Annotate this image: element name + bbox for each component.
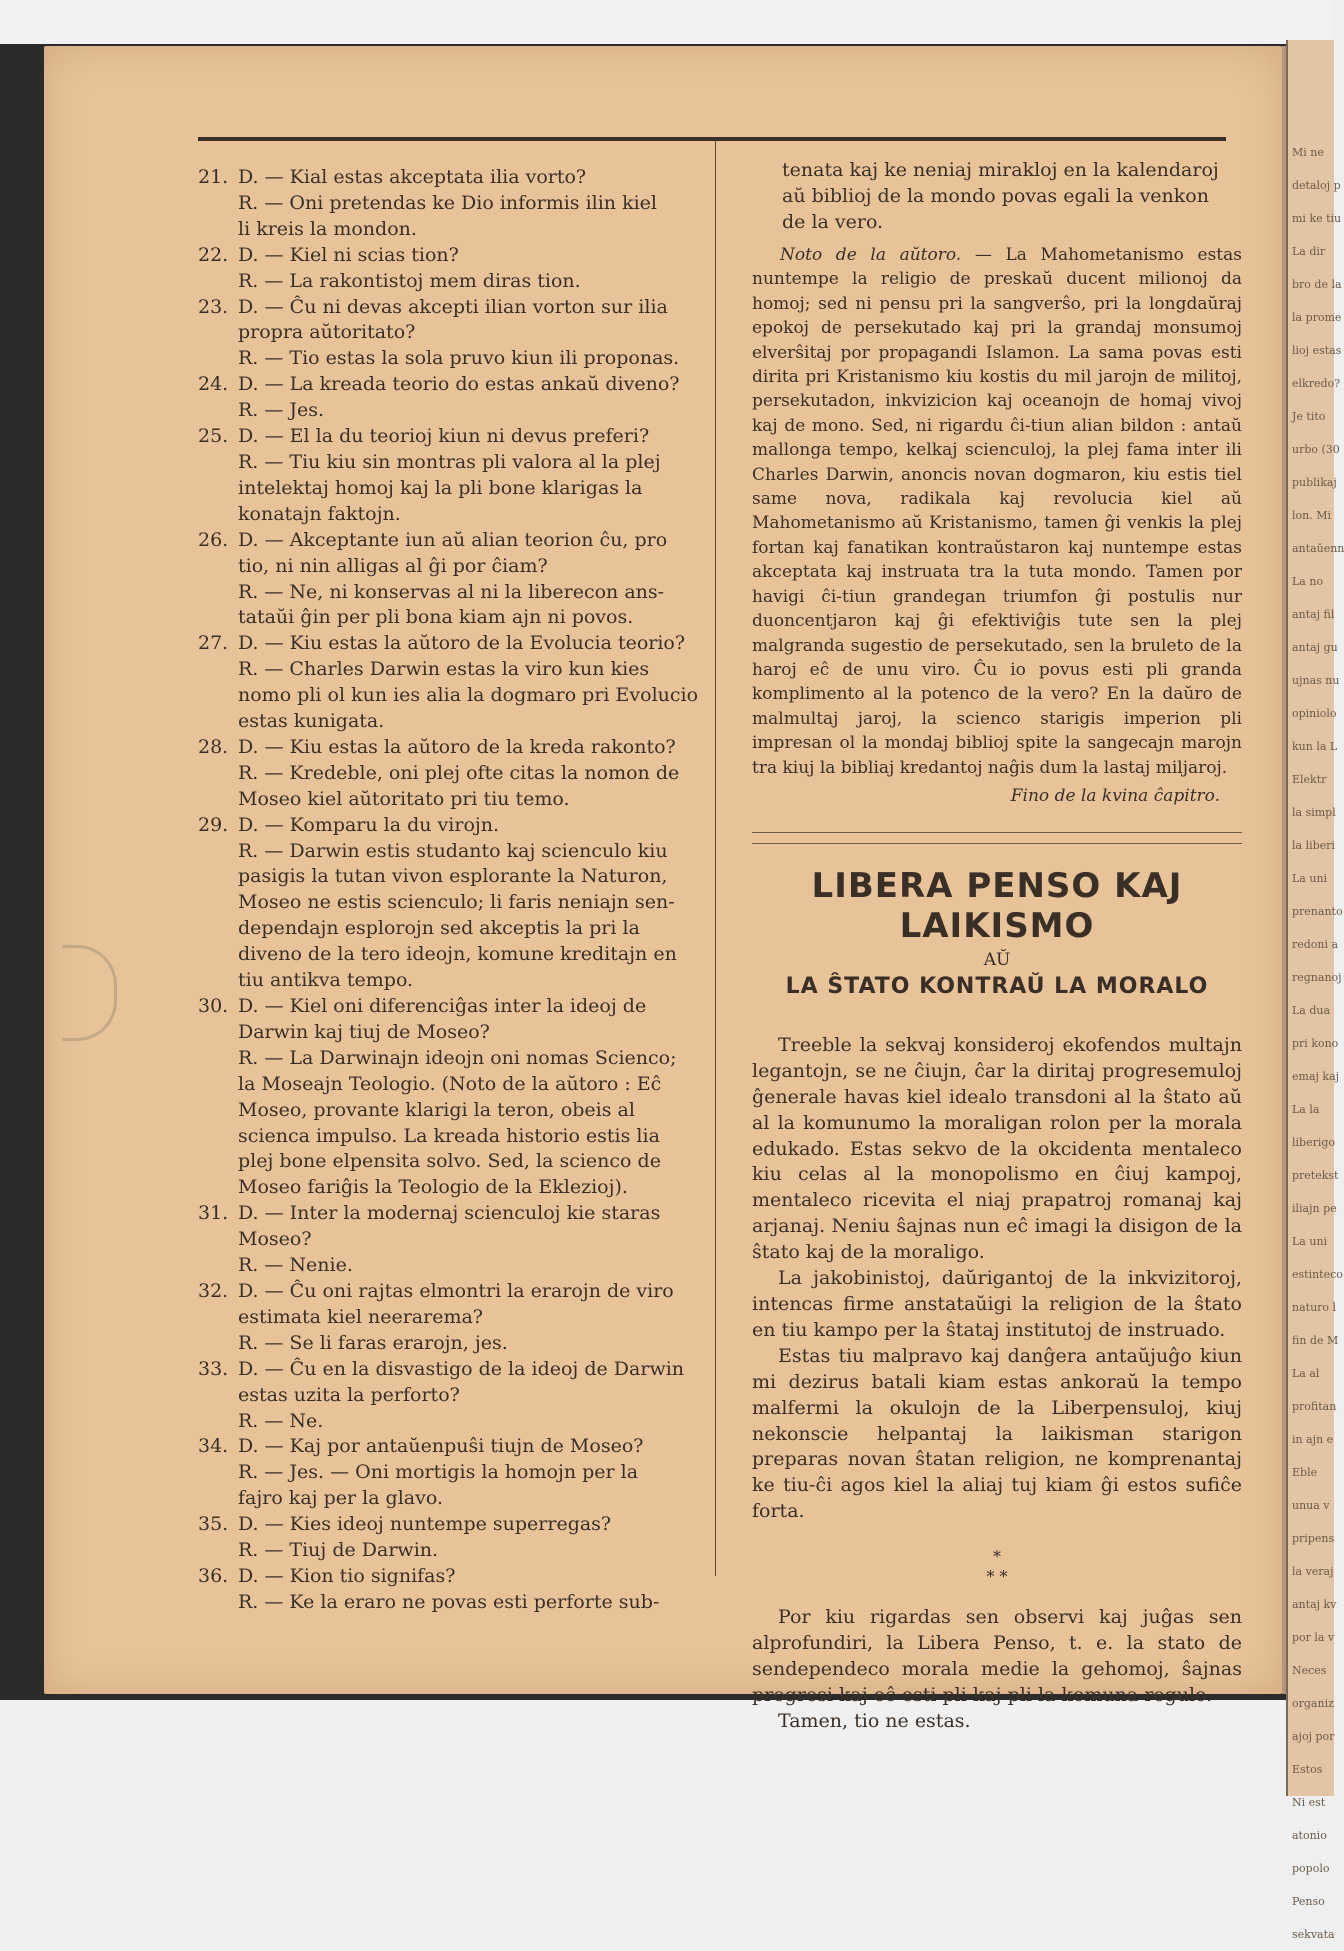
- qa-line: R. — Nenie.: [238, 1254, 353, 1277]
- qa-item: [198, 528, 703, 632]
- article-subtitle: LA ŜTATO KONTRAŬ LA MORALO: [785, 973, 1209, 999]
- asterism-top: *: [993, 1547, 1001, 1567]
- adjacent-page-fragment: La uni: [1292, 872, 1328, 885]
- qa-line: konatajn faktojn.: [238, 502, 401, 525]
- qa-line: nomo pli ol kun ies alia la dogmaro pri Evolucio: [238, 684, 699, 707]
- adjacent-page-fragment: Eble: [1292, 1466, 1318, 1479]
- qa-line: D. — Kiu estas la aŭtoro de la Evolucia teorio?: [238, 632, 686, 655]
- qa-line: R. — Kredeble, oni plej ofte citas la nomon de: [238, 761, 680, 784]
- qa-line: Moseo?: [238, 1228, 312, 1251]
- qa-line: scienca impulso. La kreada historio estis lia: [238, 1124, 660, 1147]
- adjacent-page-fragment: Penso: [1292, 1895, 1325, 1908]
- note-text: La Mahometanismo estas nuntempe la religio de preskaŭ ducent milionoj da homoj; sed ni pensu pri la sangverŝo, pri la longdaŭraj epokoj de persekutado kaj pri la grandaj monsumoj elverŝitaj por propagandi Islamon. La sama povas esti dirita pri Kristanismo kiu kostis du mil jarojn de militoj, persekutadon, inkvizicion kaj oceanojn de homaj vivoj kaj de mono. Sed, ni rigardu ĉi-tiun alian bildon : antaŭ mallonga tempo, kelkaj scienculoj, la plej fama inter ili Charles Darwin, anoncis novan dogmaron, kiu estis tiel same nova, radikala kaj revolucia kiel aŭ Mahometanismo aŭ Kristanismo, tamen ĝi venkis la plej fortan kaj fanatikan kontraŭstaron kaj nuntempe estas akceptata kaj instruata tra la tuta mondo. Tamen por havigi ĉi-tiun grandegan triumfon ĝi postulis nur duoncentjaron kaj ĝi efektiviĝis tute sen la plej malgranda sugestio de persekutado, sen la bruleto de la haroj eĉ de unu viro. Ĉu io povus esti pli granda komplimento al la potenco de la vero? En la daŭro de malmultaj jaroj, la scienco starigis imperion pli impresan ol la mondaj biblioj spite la sangecajn marojn tra kiuj la bibliaj kredantoj naĝis dum la lastaj miljaroj.: [752, 245, 1242, 778]
- qa-number: 27.: [198, 632, 229, 655]
- qa-line: D. — Kiel oni diferenciĝas inter la ideoj de: [238, 995, 647, 1017]
- qa-line: Moseo ne estis scienculo; li faris neniajn sen-: [238, 891, 675, 914]
- qa-line: D. — Inter la modernaj scienculoj kie staras: [238, 1202, 661, 1225]
- qa-line: R. — Charles Darwin estas la viro kun kies: [238, 658, 650, 681]
- qa-number: 22.: [198, 243, 229, 266]
- qa-item: [198, 1564, 703, 1616]
- qa-line: Moseo kiel aŭtoritato pri tiu temo.: [238, 787, 570, 810]
- paragraph: La jakobinistoj, daŭrigantoj de la inkvizitoroj, intencas firme anstataŭigi la religion de la ŝtato en tiu kampo per la ŝtataj institutoj de instruado.: [752, 1267, 1242, 1341]
- adjacent-page-fragment: La uni: [1292, 1235, 1328, 1248]
- section-asterism: [752, 1547, 1242, 1587]
- qa-text: [238, 165, 703, 243]
- qa-number: 21.: [198, 166, 229, 188]
- article-title: LIBERA PENSO KAJ LAIKISMO: [811, 865, 1183, 946]
- qa-line: R. — Tio estas la sola pruvo kiun ili proponas.: [238, 347, 680, 370]
- right-column: [752, 157, 1242, 1735]
- adjacent-page-fragment: pripens: [1292, 1532, 1335, 1545]
- qa-line: D. — Kiel ni scias tion?: [238, 243, 459, 266]
- scan-top-margin: [0, 0, 1332, 44]
- continued-answer: [752, 157, 1242, 235]
- adjacent-page-fragment: in ajn e: [1292, 1433, 1334, 1446]
- qa-item: [198, 424, 703, 528]
- title-conjunction: AŬ: [983, 949, 1011, 970]
- adjacent-page-fragment: La dir: [1292, 245, 1326, 258]
- qa-text: [238, 1357, 703, 1435]
- qa-line: D. — El la du teorioj kiun ni devus preferi?: [238, 425, 650, 448]
- author-note: [752, 243, 1242, 780]
- adjacent-page-fragment: profitan: [1292, 1400, 1337, 1413]
- adjacent-page-fragment: bro de la: [1292, 278, 1342, 291]
- chapter-end: Fino de la kvina ĉapitro.: [1010, 785, 1220, 806]
- adjacent-page-fragment: La la: [1292, 1103, 1320, 1116]
- adjacent-page-fragment: mi ke tiu: [1292, 212, 1342, 225]
- article-body-continued: [752, 1605, 1242, 1735]
- adjacent-page-fragment: emaj kaj: [1292, 1070, 1340, 1083]
- adjacent-page-fragment: la veraj: [1292, 1565, 1334, 1578]
- qa-line: diveno de la tero ideojn, komune kreditajn en: [238, 943, 677, 966]
- qa-item: [198, 295, 703, 373]
- qa-line: estas kunigata.: [238, 710, 385, 733]
- qa-line: la Moseajn Teologio. (Noto de la aŭtoro : Eĉ: [238, 1072, 662, 1095]
- paragraph: Tamen, tio ne estas.: [778, 1709, 971, 1732]
- adjacent-page-fragment: naturo l: [1292, 1301, 1337, 1314]
- adjacent-page-fragment: elkredo?: [1292, 377, 1341, 390]
- qa-number: 36.: [198, 1564, 229, 1587]
- qa-number: 25.: [198, 425, 229, 448]
- adjacent-page-fragment: antaŭenn: [1292, 542, 1344, 555]
- adjacent-page-fragment: La al: [1292, 1367, 1320, 1380]
- qa-text: [238, 813, 703, 994]
- adjacent-page-fragment: la simpl: [1292, 806, 1336, 819]
- qa-item: [198, 1357, 703, 1435]
- qa-text: [238, 528, 703, 632]
- qa-line: R. — Jes.: [238, 399, 325, 422]
- adjacent-page-fragment: fin de M: [1292, 1334, 1339, 1347]
- adjacent-page-fragment: unua v: [1292, 1499, 1330, 1512]
- qa-item: [198, 372, 703, 424]
- qa-line: D. — Kaj por antaŭenpuŝi tiujn de Moseo?: [238, 1435, 644, 1458]
- qa-line: D. — Kial estas akceptata ilia vorto?: [238, 166, 587, 188]
- continued-line: de la vero.: [782, 211, 884, 233]
- qa-line: D. — Ĉu ni devas akcepti ilian vorton sur ilia: [238, 295, 668, 318]
- qa-line: plej bone elpensita solvo. Sed, la scienco de: [238, 1150, 661, 1173]
- adjacent-page-fragment: pri kono: [1292, 1037, 1339, 1050]
- article-body: [752, 1033, 1242, 1525]
- asterism-bottom: * *: [986, 1567, 1008, 1587]
- adjacent-page-fragment: antaj fil: [1292, 608, 1335, 621]
- qa-text: [238, 631, 703, 735]
- column-divider: [715, 141, 716, 1576]
- qa-text: [238, 372, 703, 424]
- qa-line: R. — Oni pretendas ke Dio informis ilin kiel: [238, 191, 657, 214]
- qa-text: [238, 1434, 703, 1512]
- qa-item: [198, 1201, 703, 1279]
- qa-line: R. — Tiu kiu sin montras pli valora al la plej: [238, 450, 661, 473]
- qa-line: R. — La Darwinajn ideojn oni nomas Scienco;: [238, 1046, 677, 1069]
- qa-text: [238, 295, 703, 373]
- qa-text: [238, 1512, 703, 1564]
- adjacent-page-fragment: urbo (30: [1292, 443, 1340, 456]
- qa-item: [198, 631, 703, 735]
- header-rule: [198, 137, 1226, 141]
- qa-line: tio, ni nin alligas al ĝi por ĉiam?: [238, 554, 548, 577]
- paragraph: Treeble la sekvaj konsideroj ekofendos multajn legantojn, se ne ĉiujn, ĉar la diritaj progresemuloj ĝenerale havas kiel idealo transdoni al la ŝtato aŭ al la komunumo la moraligan rolon per la morala edukado. Estas sekvo de la okcidenta mentaleco kiu celas al la monopolismo en ĉiuj kampoj, mentaleco ricevita el niaj prapatroj romanaj kaj arjanaj. Neniu ŝajnas nun eĉ imagi la disigon de la ŝtato kaj de la moraligo.: [752, 1033, 1242, 1264]
- adjacent-page-fragment: lioj estas: [1292, 344, 1342, 357]
- qa-number: 31.: [198, 1202, 229, 1225]
- adjacent-page-fragment: lon. Mi: [1292, 509, 1331, 522]
- qa-number: 30.: [198, 995, 229, 1017]
- adjacent-page-fragment: Mi ne: [1292, 146, 1324, 159]
- qa-line: tiu antikva tempo.: [238, 969, 414, 992]
- qa-line: intelektaj homoj kaj la pli bone klarigas la: [238, 476, 643, 499]
- adjacent-page-fragment: regnanoj: [1292, 971, 1342, 984]
- qa-line: Darwin kaj tiuj de Moseo?: [238, 1020, 490, 1043]
- qa-number: 26.: [198, 528, 229, 551]
- qa-text: [238, 243, 703, 295]
- qa-item: [198, 165, 703, 243]
- qa-number: 23.: [198, 295, 229, 318]
- qa-line: estas uzita la perforto?: [238, 1383, 460, 1406]
- continued-line: aŭ biblioj de la mondo povas egali la venkon: [782, 185, 1209, 207]
- adjacent-page-fragment: Ni est: [1292, 1796, 1326, 1809]
- qa-text: [238, 1279, 703, 1357]
- qa-line: tataŭi ĝin per pli bona kiam ajn ni povos.: [238, 606, 634, 629]
- catechism-column: [198, 165, 703, 1616]
- adjacent-page-fragment: Neces: [1292, 1664, 1327, 1677]
- adjacent-page-fragment: Estos: [1292, 1763, 1323, 1776]
- qa-line: R. — La rakontistoj mem diras tion.: [238, 269, 581, 292]
- qa-item: [198, 1512, 703, 1564]
- qa-item: [198, 1434, 703, 1512]
- adjacent-page-fragment: liberigo: [1292, 1136, 1336, 1149]
- continued-line: tenata kaj ke neniaj mirakloj en la kalendaroj: [782, 159, 1219, 181]
- qa-number: 33.: [198, 1357, 229, 1380]
- qa-number: 29.: [198, 813, 229, 836]
- adjacent-page-fragment: la prome: [1292, 311, 1342, 324]
- qa-line: R. — Darwin estis studanto kaj scienculo kiu: [238, 839, 668, 862]
- qa-line: Moseo fariĝis la Teologio de la Eklezioj).: [238, 1176, 628, 1199]
- adjacent-page-fragment: atonio: [1292, 1829, 1327, 1842]
- qa-text: [238, 1564, 703, 1616]
- qa-line: R. — Tiuj de Darwin.: [238, 1539, 439, 1562]
- adjacent-page-fragment: ujnas nu: [1292, 674, 1340, 687]
- adjacent-page-fragment: publikaj: [1292, 476, 1337, 489]
- qa-line: D. — Kiu estas la aŭtoro de la kreda rakonto?: [238, 735, 676, 758]
- paragraph: Estas tiu malpravo kaj danĝera antaŭjuĝo kiun mi dezirus batali kiam estas ankoraŭ la tempo malfermi la okulojn de la Liberpensuloj, kiuj nekonscie helpantaj la laikisman starigon preparas novan ŝtatan religion, ne komprenantaj ke tiu-ĉi agos kiel la aliaj tuj kiam ĝi estos sufiĉe forta.: [752, 1344, 1242, 1523]
- adjacent-page-fragment: iliajn pe: [1292, 1202, 1337, 1215]
- ornamental-divider: [752, 832, 1242, 844]
- adjacent-page-fragment: detaloj p: [1292, 179, 1341, 192]
- adjacent-page-fragment: La dua: [1292, 1004, 1331, 1017]
- qa-line: estimata kiel neerarema?: [238, 1305, 483, 1328]
- adjacent-page-fragment: Je tito: [1292, 410, 1326, 423]
- qa-number: 32.: [198, 1279, 229, 1302]
- adjacent-page-fragment: La no: [1292, 575, 1324, 588]
- qa-item: [198, 994, 703, 1201]
- qa-line: R. — Ne.: [238, 1409, 324, 1432]
- qa-line: fajro kaj per la glavo.: [238, 1487, 444, 1510]
- adjacent-page-fragment: redoni a: [1292, 938, 1339, 951]
- adjacent-page-fragment: ajoj por: [1292, 1730, 1335, 1743]
- adjacent-page-fragment: antaj kv: [1292, 1598, 1337, 1611]
- qa-item: [198, 813, 703, 994]
- qa-line: R. — Jes. — Oni mortigis la homojn per la: [238, 1461, 639, 1484]
- adjacent-page-fragment: estinteco: [1292, 1268, 1343, 1281]
- qa-line: pasigis la tutan vivon esplorante la Naturon,: [238, 865, 668, 888]
- qa-line: D. — Kies ideoj nuntempe superregas?: [238, 1513, 612, 1536]
- adjacent-page-fragment: por la v: [1292, 1631, 1335, 1644]
- adjacent-page-fragment: kun la L: [1292, 740, 1338, 753]
- adjacent-page-fragment: pretekst: [1292, 1169, 1339, 1182]
- adjacent-page-fragment: sekvata: [1292, 1928, 1335, 1941]
- qa-item: [198, 243, 703, 295]
- qa-line: R. — Se li faras erarojn, jes.: [238, 1331, 508, 1354]
- qa-line: D. — Ĉu en la disvastigo de la ideoj de Darwin: [238, 1357, 685, 1380]
- qa-line: Moseo, provante klarigi la teron, obeis al: [238, 1098, 635, 1121]
- note-label: Noto de la aŭtoro. —: [780, 245, 992, 265]
- qa-line: propra aŭtoritato?: [238, 321, 416, 344]
- adjacent-page-strip: [1286, 40, 1344, 1941]
- qa-number: 35.: [198, 1513, 229, 1536]
- qa-item: [198, 1279, 703, 1357]
- qa-number: 24.: [198, 373, 229, 396]
- qa-text: [238, 735, 703, 813]
- qa-line: D. — Komparu la du virojn.: [238, 813, 500, 836]
- qa-line: D. — La kreada teorio do estas ankaŭ diveno?: [238, 373, 680, 396]
- adjacent-page-fragment: antaj gu: [1292, 641, 1338, 654]
- paragraph: Por kiu rigardas sen observi kaj juĝas sen alprofundiri, la Libera Penso, t. e. la stato de sendependeco morala medie la gehomoj, ŝajnas progresi kaj eĉ esti pli kaj pli la komuna regulo.: [752, 1606, 1242, 1706]
- qa-text: [238, 994, 703, 1201]
- qa-line: D. — Ĉu oni rajtas elmontri la erarojn de viro: [238, 1279, 674, 1302]
- qa-number: 34.: [198, 1435, 229, 1458]
- adjacent-page-fragment: prenanto: [1292, 905, 1343, 918]
- adjacent-page-fragment: popolo: [1292, 1862, 1330, 1875]
- qa-line: R. — Ke la eraro ne povas esti perforte sub-: [238, 1590, 660, 1613]
- adjacent-page-fragment: la liberi: [1292, 839, 1335, 852]
- adjacent-page-fragment: organiz: [1292, 1697, 1334, 1710]
- qa-text: [238, 424, 703, 528]
- qa-line: R. — Ne, ni konservas al ni la liberecon ans-: [238, 580, 665, 603]
- adjacent-page-fragment: Elektr: [1292, 773, 1327, 786]
- qa-line: dependajn esplorojn sed akceptis la pri la: [238, 917, 640, 940]
- qa-number: 28.: [198, 735, 229, 758]
- adjacent-page-fragment: opiniolo: [1292, 707, 1337, 720]
- qa-line: D. — Kion tio signifas?: [238, 1564, 456, 1587]
- qa-text: [238, 1201, 703, 1279]
- qa-line: li kreis la mondon.: [238, 217, 417, 240]
- qa-line: D. — Akceptante iun aŭ alian teorion ĉu, pro: [238, 528, 668, 551]
- qa-item: [198, 735, 703, 813]
